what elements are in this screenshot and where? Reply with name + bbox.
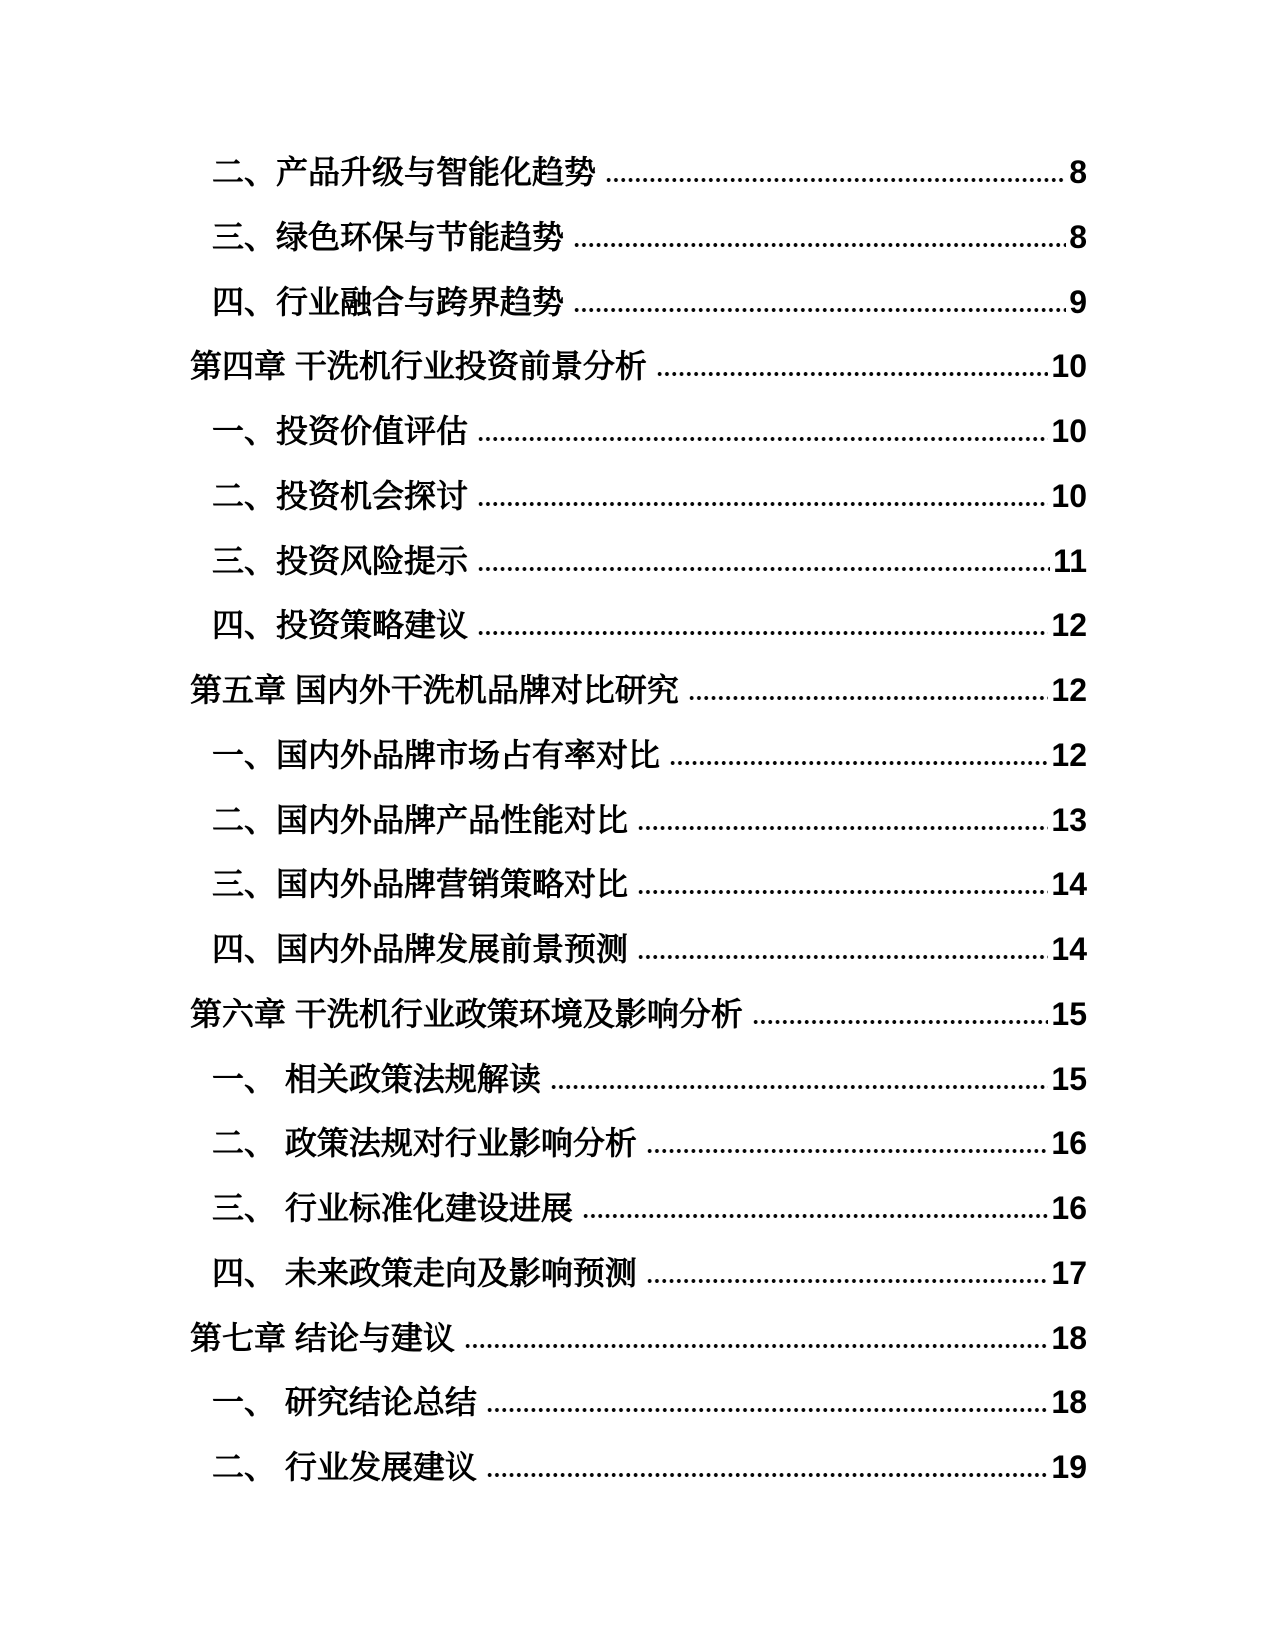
dot-leader: [573, 242, 1066, 248]
toc-entry-sub[interactable]: [190, 270, 1087, 335]
dot-leader: [637, 954, 1048, 960]
toc-entry-label: 二、国内外品牌产品性能对比: [212, 801, 629, 838]
dot-leader: [646, 1148, 1049, 1154]
toc-entry-sub[interactable]: [190, 1111, 1087, 1176]
dot-leader: [656, 371, 1049, 377]
toc-entry-sub[interactable]: [190, 593, 1087, 658]
toc-entry-label: 第四章 干洗机行业投资前景分析: [190, 348, 647, 385]
toc-entry-page-number: 11: [1053, 542, 1087, 579]
toc-entry-label: 第六章 干洗机行业政策环境及影响分析: [190, 995, 743, 1032]
toc-entry-label: 一、国内外品牌市场占有率对比: [212, 736, 661, 773]
toc-entry-sub[interactable]: [190, 205, 1087, 270]
toc-entry-chapter[interactable]: [190, 1306, 1087, 1371]
dot-leader: [477, 630, 1048, 636]
toc-entry-label: 三、 行业标准化建设进展: [212, 1190, 573, 1226]
toc-entry-page-number: 17: [1051, 1254, 1087, 1291]
toc-entry-label: 一、 研究结论总结: [212, 1384, 477, 1421]
toc-entry-label: 四、 未来政策走向及影响预测: [212, 1254, 637, 1291]
toc-entry-label: 四、国内外品牌发展前景预测: [212, 931, 629, 967]
dot-leader: [477, 566, 1050, 572]
toc-entry-sub[interactable]: [190, 917, 1087, 982]
dot-leader: [669, 760, 1048, 766]
dot-leader: [582, 1213, 1049, 1219]
toc-entry-page-number: 12: [1051, 736, 1087, 773]
toc-entry-page-number: 15: [1051, 1060, 1087, 1097]
toc-entry-page-number: 10: [1051, 348, 1087, 385]
toc-entry-label: 三、国内外品牌营销策略对比: [212, 866, 629, 903]
toc-entry-page-number: 8: [1069, 218, 1087, 255]
toc-entry-label: 四、投资策略建议: [212, 607, 469, 644]
dot-leader: [477, 501, 1048, 507]
toc-entry-page-number: 18: [1051, 1384, 1087, 1421]
toc-entry-sub[interactable]: [190, 464, 1087, 529]
dot-leader: [464, 1343, 1049, 1349]
toc-entry-label: 二、 行业发展建议: [212, 1449, 477, 1485]
toc-entry-chapter[interactable]: [190, 658, 1087, 723]
toc-entry-label: 三、投资风险提示: [212, 542, 469, 579]
dot-leader: [550, 1084, 1049, 1090]
dot-leader: [605, 177, 1066, 183]
toc-entry-page-number: 14: [1051, 866, 1087, 903]
toc-entry-page-number: 10: [1051, 413, 1087, 449]
toc-entry-page-number: 16: [1051, 1125, 1087, 1162]
toc-entry-page-number: 12: [1051, 672, 1087, 708]
dot-leader: [688, 695, 1049, 701]
toc-entry-page-number: 9: [1069, 283, 1087, 320]
toc-entry-sub[interactable]: [190, 529, 1087, 594]
toc-entry-chapter[interactable]: [190, 334, 1087, 399]
toc-entry-page-number: 19: [1051, 1449, 1087, 1485]
toc-entry-sub[interactable]: [190, 1370, 1087, 1435]
toc-entry-label: 二、 政策法规对行业影响分析: [212, 1125, 637, 1162]
dot-leader: [752, 1019, 1049, 1025]
toc-entry-sub[interactable]: [190, 140, 1087, 205]
toc-entry-label: 二、产品升级与智能化趋势: [212, 154, 597, 190]
dot-leader: [637, 889, 1048, 895]
toc-entry-sub[interactable]: [190, 399, 1087, 464]
toc-entry-label: 第五章 国内外干洗机品牌对比研究: [190, 672, 679, 708]
toc-entry-label: 三、绿色环保与节能趋势: [212, 218, 565, 255]
toc-entry-sub[interactable]: [190, 1435, 1087, 1500]
dot-leader: [486, 1407, 1049, 1413]
toc-entry-page-number: 15: [1051, 995, 1087, 1032]
toc-entry-label: 二、投资机会探讨: [212, 477, 469, 514]
toc-entry-page-number: 13: [1051, 801, 1087, 838]
toc-entry-page-number: 8: [1069, 154, 1087, 190]
toc-entry-label: 四、行业融合与跨界趋势: [212, 283, 565, 320]
toc-entry-label: 第七章 结论与建议: [190, 1319, 455, 1356]
toc-entry-page-number: 16: [1051, 1190, 1087, 1226]
dot-leader: [486, 1472, 1049, 1478]
dot-leader: [646, 1278, 1049, 1284]
toc-entry-sub[interactable]: [190, 852, 1087, 917]
toc-entry-page-number: 18: [1051, 1319, 1087, 1356]
toc-entry-sub[interactable]: [190, 788, 1087, 853]
toc-entry-page-number: 14: [1051, 931, 1087, 967]
toc-entry-page-number: 12: [1051, 607, 1087, 644]
table-of-contents: [190, 140, 1087, 1500]
toc-entry-sub[interactable]: [190, 723, 1087, 788]
toc-entry-sub[interactable]: [190, 1176, 1087, 1241]
toc-entry-label: 一、 相关政策法规解读: [212, 1060, 541, 1097]
toc-entry-chapter[interactable]: [190, 982, 1087, 1047]
toc-entry-label: 一、投资价值评估: [212, 413, 469, 449]
toc-entry-sub[interactable]: [190, 1241, 1087, 1306]
dot-leader: [477, 436, 1048, 442]
dot-leader: [637, 825, 1048, 831]
toc-entry-page-number: 10: [1051, 477, 1087, 514]
toc-entry-sub[interactable]: [190, 1047, 1087, 1112]
dot-leader: [573, 307, 1066, 313]
